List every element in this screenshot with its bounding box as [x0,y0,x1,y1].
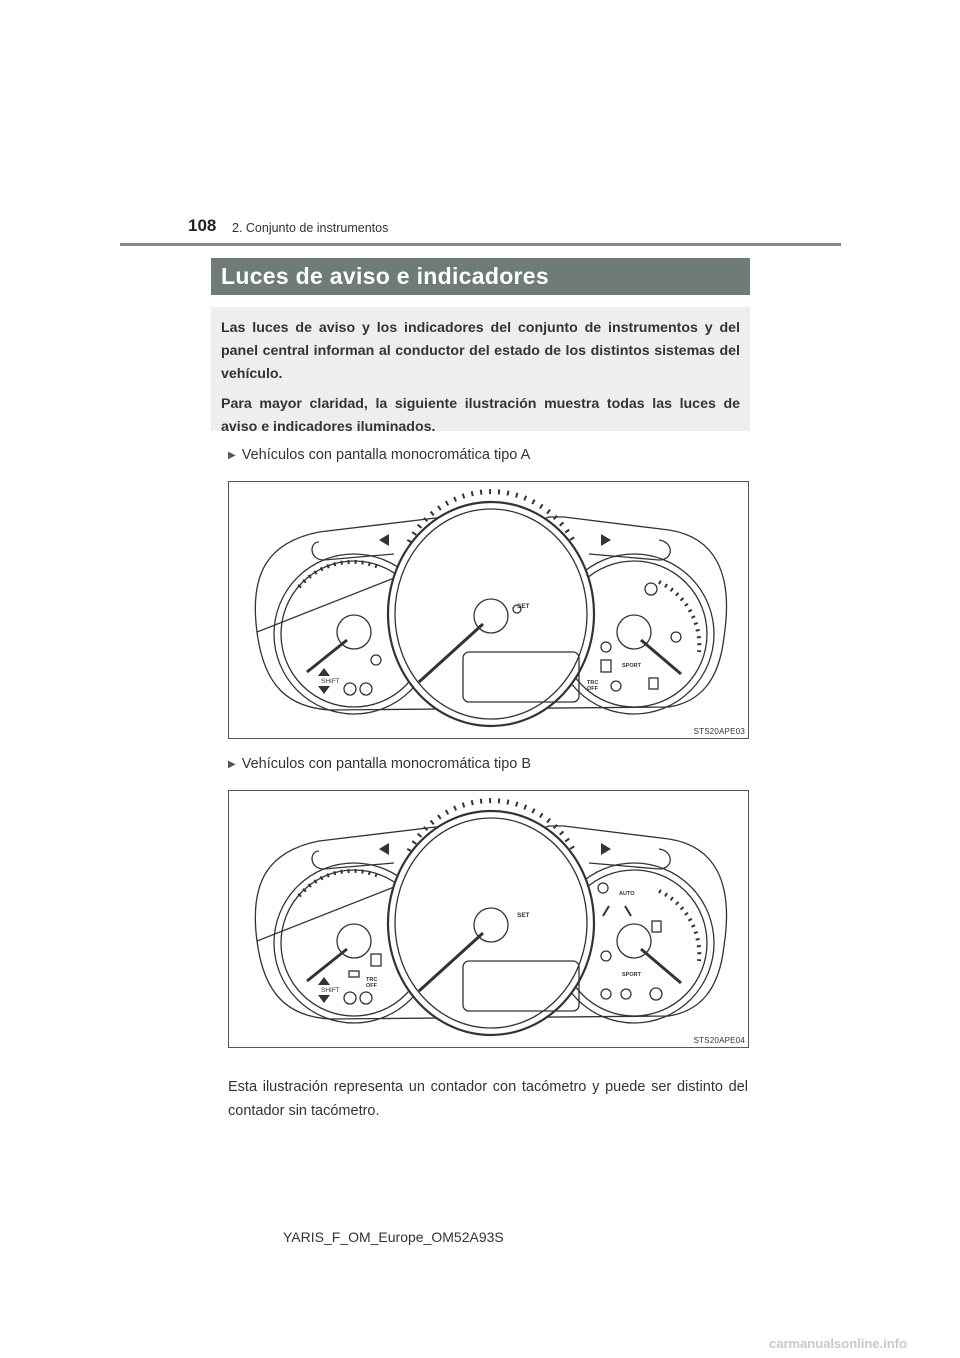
variant-b-caption [228,756,531,772]
sport-label: SPORT [622,663,641,669]
triangle-bullet-icon: ▶ [228,759,236,770]
sport-label: SPORT [622,972,641,978]
set-label: SET [517,912,530,919]
intro-box [211,307,750,435]
variant-b-caption-text: Vehículos con pantalla monocromática tipo B [241,756,532,772]
trc-label: TRC [587,680,599,686]
intro-paragraph-2: Para mayor claridad, la siguiente ilustración muestra todas las luces de aviso e indicadores iluminados. [221,396,740,435]
triangle-bullet-icon: ▶ [228,450,236,461]
trc-label: TRC [366,977,378,983]
trc-off-label: OFF [366,983,377,989]
variant-a-caption-text: Vehículos con pantalla monocromática tipo A [241,447,531,463]
figure-code-a: STS20APE03 [693,727,745,736]
instrument-cluster-b-illustration [229,791,750,1049]
auto-label: AUTO [619,891,635,897]
document-code: YARIS_F_OM_Europe_OM52A93S [283,1229,504,1245]
trc-off-label: OFF [587,686,598,692]
instrument-cluster-a-illustration [229,482,750,740]
set-label: SET [517,603,530,610]
body-note: Esta ilustración representa un contador con tacómetro y puede ser distinto del contador sin tacómetro. [228,1079,748,1119]
figure-code-b: STS20APE04 [693,1036,745,1045]
page-number: 108 [188,216,217,235]
shift-label: SHIFT [321,987,340,994]
intro-paragraph-1: Las luces de aviso y los indicadores del conjunto de instrumentos y del panel central informan al conductor del estado de los distintos sistemas del vehículo. [221,320,740,382]
header-divider [120,243,841,246]
shift-label: SHIFT [321,678,340,685]
figure-cluster-b [228,790,749,1048]
variant-a-caption [228,447,530,463]
section-title: Luces de aviso e indicadores [211,258,750,295]
figure-cluster-a [228,481,749,739]
chapter-title: 2. Conjunto de instrumentos [232,221,389,235]
watermark: carmanualsonline.info [769,1336,907,1351]
